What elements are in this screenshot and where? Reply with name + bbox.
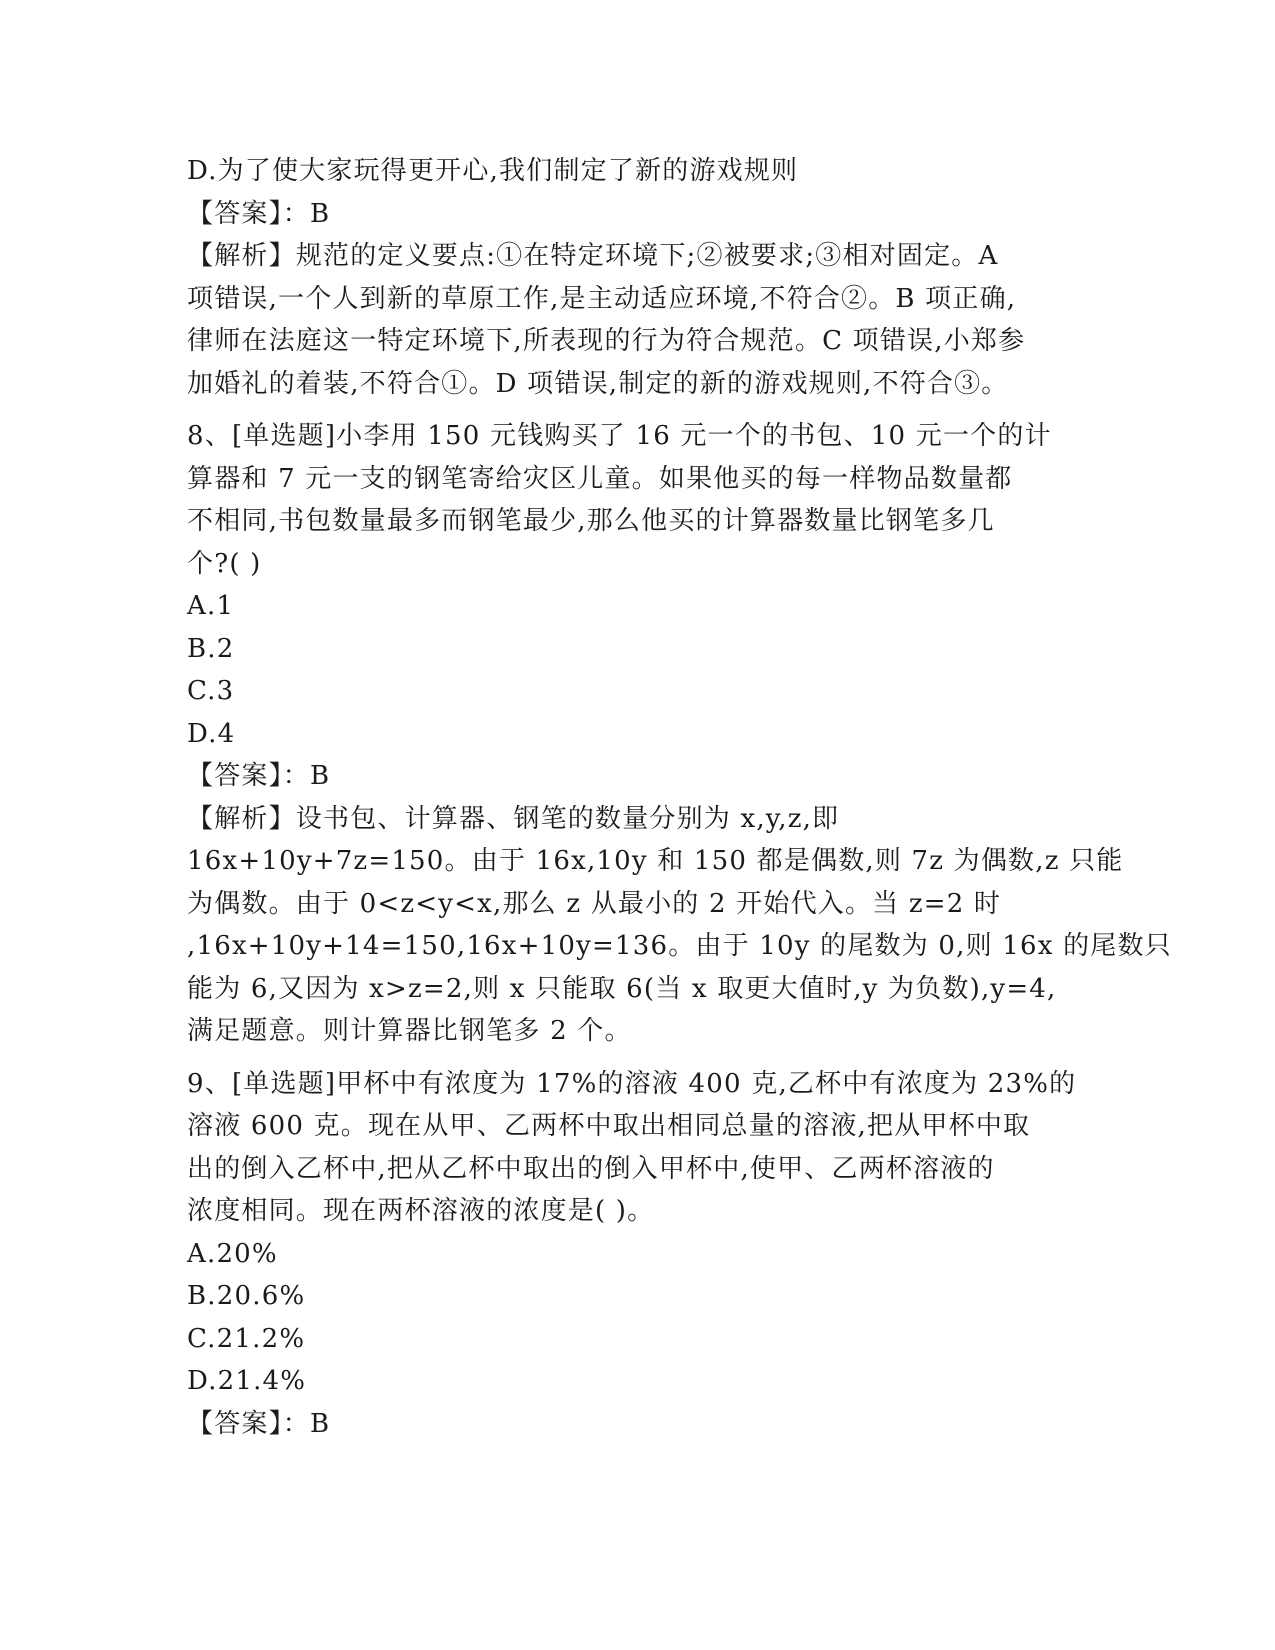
text-line: B.2 (187, 633, 235, 664)
q8-option-d (187, 713, 1087, 756)
text-line: 律师在法庭这一特定环境下,所表现的行为符合规范。C 项错误,小郑参 (187, 326, 1026, 356)
text-line: 满足题意。则计算器比钢笔多 2 个。 (187, 1016, 632, 1046)
q9-stem (187, 1063, 1087, 1233)
q8-option-a (187, 585, 1087, 628)
q7-analysis (187, 235, 1087, 405)
text-line: 8、[单选题]小李用 150 元钱购买了 16 元一个的书包、10 元一个的计 (187, 421, 1052, 451)
q8-option-c (187, 670, 1087, 713)
text-line: ,16x+10y+14=150,16x+10y=136。由于 10y 的尾数为 0,则 16x 的尾数只 (187, 931, 1172, 961)
paragraph-spacer (187, 1053, 1087, 1063)
q9-option-a (187, 1233, 1087, 1276)
text-line: 为偶数。由于 0<z<y<x,那么 z 从最小的 2 开始代入。当 z=2 时 (187, 888, 1002, 919)
text-line: D.4 (187, 718, 236, 749)
q8-stem (187, 415, 1087, 585)
text-line: B.20.6% (187, 1281, 306, 1311)
text-line: A.1 (187, 591, 235, 621)
text-line: 【解析】规范的定义要点:①在特定环境下;②被要求;③相对固定。A (187, 241, 999, 271)
text-line: 【解析】设书包、计算器、钢笔的数量分别为 x,y,z,即 (187, 803, 840, 834)
text-line: 【答案】：B (187, 761, 331, 791)
text-line: A.20% (187, 1238, 278, 1269)
text-line: 【答案】：B (187, 198, 331, 229)
document-page (187, 150, 1172, 1445)
text-line: D.21.4% (187, 1366, 307, 1396)
text-line: 个?( ) (187, 548, 262, 579)
text-line: 不相同,书包数量最多而钢笔最少,那么他买的计算器数量比钢笔多几 (187, 506, 995, 536)
text-line: D.为了使大家玩得更开心,我们制定了新的游戏规则 (187, 156, 799, 186)
text-line: 项错误,一个人到新的草原工作,是主动适应环境,不符合②。B 项正确, (187, 283, 1017, 314)
text-line: 溶液 600 克。现在从甲、乙两杯中取出相同总量的溶液,把从甲杯中取 (187, 1111, 1031, 1141)
text-line: 出的倒入乙杯中,把从乙杯中取出的倒入甲杯中,使甲、乙两杯溶液的 (187, 1153, 995, 1184)
text-line: 浓度相同。现在两杯溶液的浓度是( )。 (187, 1196, 655, 1226)
text-line: 算器和 7 元一支的钢笔寄给灾区儿童。如果他买的每一样物品数量都 (187, 463, 1013, 494)
text-line: 9、[单选题]甲杯中有浓度为 17%的溶液 400 克,乙杯中有浓度为 23%的 (187, 1068, 1077, 1099)
q9-option-d (187, 1360, 1087, 1403)
q8-answer (187, 755, 1087, 798)
text-line: 加婚礼的着装,不符合①。D 项错误,制定的新的游戏规则,不符合③。 (187, 368, 1009, 399)
text-line: 【答案】：B (187, 1408, 331, 1439)
q7-option-d (187, 150, 1087, 193)
q9-option-b (187, 1275, 1087, 1318)
text-line: 能为 6,又因为 x>z=2,则 x 只能取 6(当 x 取更大值时,y 为负数),y=4, (187, 973, 1057, 1004)
text-line: C.21.2% (187, 1323, 306, 1354)
text-line: 16x+10y+7z=150。由于 16x,10y 和 150 都是偶数,则 7z 为偶数,z 只能 (187, 846, 1124, 876)
q7-answer (187, 193, 1087, 236)
q9-answer (187, 1403, 1087, 1446)
q8-analysis (187, 798, 1172, 1053)
text-line: C.3 (187, 676, 235, 706)
q8-option-b (187, 628, 1087, 671)
q9-option-c (187, 1318, 1087, 1361)
paragraph-spacer (187, 405, 1087, 415)
